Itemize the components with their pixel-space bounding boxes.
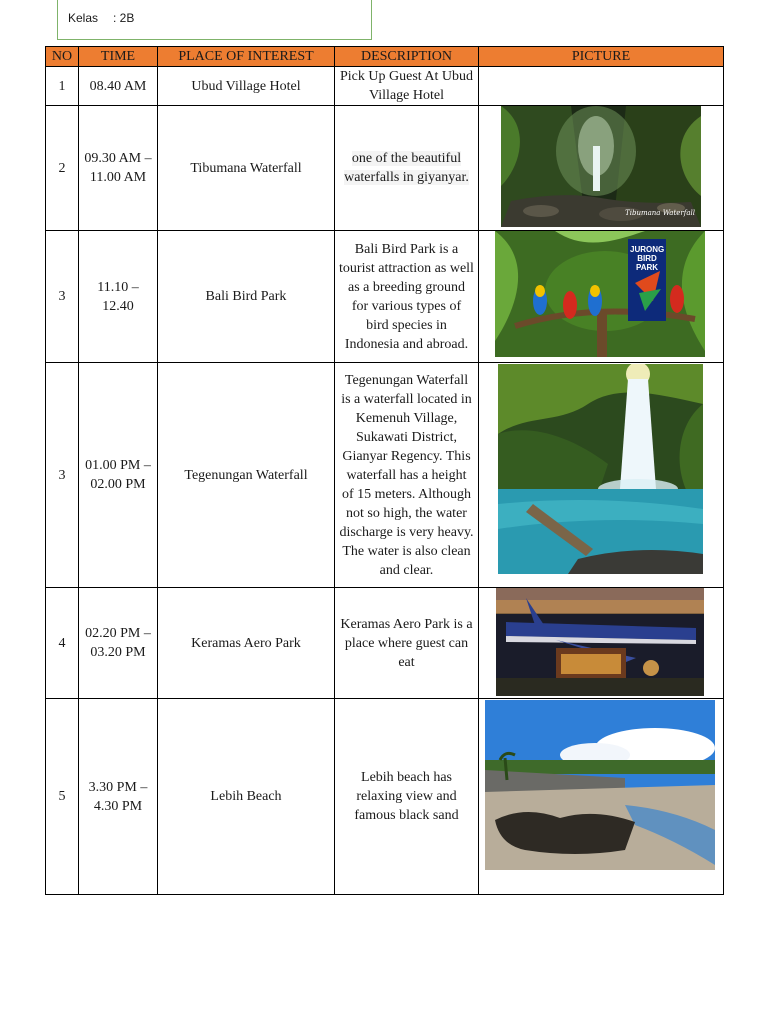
row-no: 5: [46, 699, 79, 895]
row-description: Keramas Aero Park is a place where guest can eat: [335, 588, 479, 699]
bird-park-image: [495, 231, 705, 357]
row-place: Tegenungan Waterfall: [158, 363, 335, 588]
image-caption: Tibumana Waterfall: [625, 209, 695, 217]
row-no: 3: [46, 363, 79, 588]
row-picture-empty: [479, 67, 724, 106]
table-row: [46, 588, 724, 699]
kelas-label: Kelas: [68, 11, 99, 25]
table-row: [46, 699, 724, 895]
row-place: Ubud Village Hotel: [158, 67, 335, 106]
row-place: Bali Bird Park: [158, 231, 335, 363]
header-description: DESCRIPTION: [335, 47, 479, 67]
row-picture: [479, 363, 724, 588]
row-picture: [479, 699, 724, 895]
row-time: 3.30 PM – 4.30 PM: [79, 699, 158, 895]
bird-park-sign: JURONG BIRD PARK: [630, 245, 665, 272]
kelas-value: : 2B: [113, 11, 135, 25]
table-row: [46, 363, 724, 588]
row-description: [335, 106, 479, 231]
row-description: Tegenungan Waterfall is a waterfall located in Kemenuh Village, Sukawati District, Gianyar Regency. This waterfall has a height of 15 meters. Although not so high, the water discharge is very heavy. The water is also clean and clear.: [335, 363, 479, 588]
row-time: 11.10 – 12.40: [79, 231, 158, 363]
class-info-box: [57, 0, 372, 40]
table-row: [46, 67, 724, 106]
row-no: 3: [46, 231, 79, 363]
table-row: [46, 231, 724, 363]
header-place: PLACE OF INTEREST: [158, 47, 335, 67]
row-description: Pick Up Guest At Ubud Village Hotel: [335, 67, 479, 106]
row-place: Tibumana Waterfall: [158, 106, 335, 231]
lebih-beach-image: [485, 700, 715, 870]
tegenungan-waterfall-image: [498, 364, 703, 574]
tibumana-waterfall-image: [501, 106, 701, 227]
row-no: 1: [46, 67, 79, 106]
row-description: Bali Bird Park is a tourist attraction as well as a breeding ground for various types of bird species in Indonesia and abroad.: [335, 231, 479, 363]
row-time: 08.40 AM: [79, 67, 158, 106]
row-no: 4: [46, 588, 79, 699]
itinerary-table: [45, 46, 724, 895]
row-description: Lebih beach has relaxing view and famous black sand: [335, 699, 479, 895]
header-no: NO: [46, 47, 79, 67]
row-no: 2: [46, 106, 79, 231]
row-place: Lebih Beach: [158, 699, 335, 895]
row-time: 01.00 PM – 02.00 PM: [79, 363, 158, 588]
row-time: 09.30 AM – 11.00 AM: [79, 106, 158, 231]
table-header-row: [46, 47, 724, 67]
description-text: one of the beautiful waterfalls in giyanyar.: [344, 151, 469, 185]
header-time: TIME: [79, 47, 158, 67]
row-picture: [479, 231, 724, 363]
table-row: [46, 106, 724, 231]
row-picture: [479, 106, 724, 231]
row-place: Keramas Aero Park: [158, 588, 335, 699]
header-picture: PICTURE: [479, 47, 724, 67]
row-time: 02.20 PM – 03.20 PM: [79, 588, 158, 699]
row-picture: [479, 588, 724, 699]
keramas-aero-park-image: [496, 588, 704, 696]
